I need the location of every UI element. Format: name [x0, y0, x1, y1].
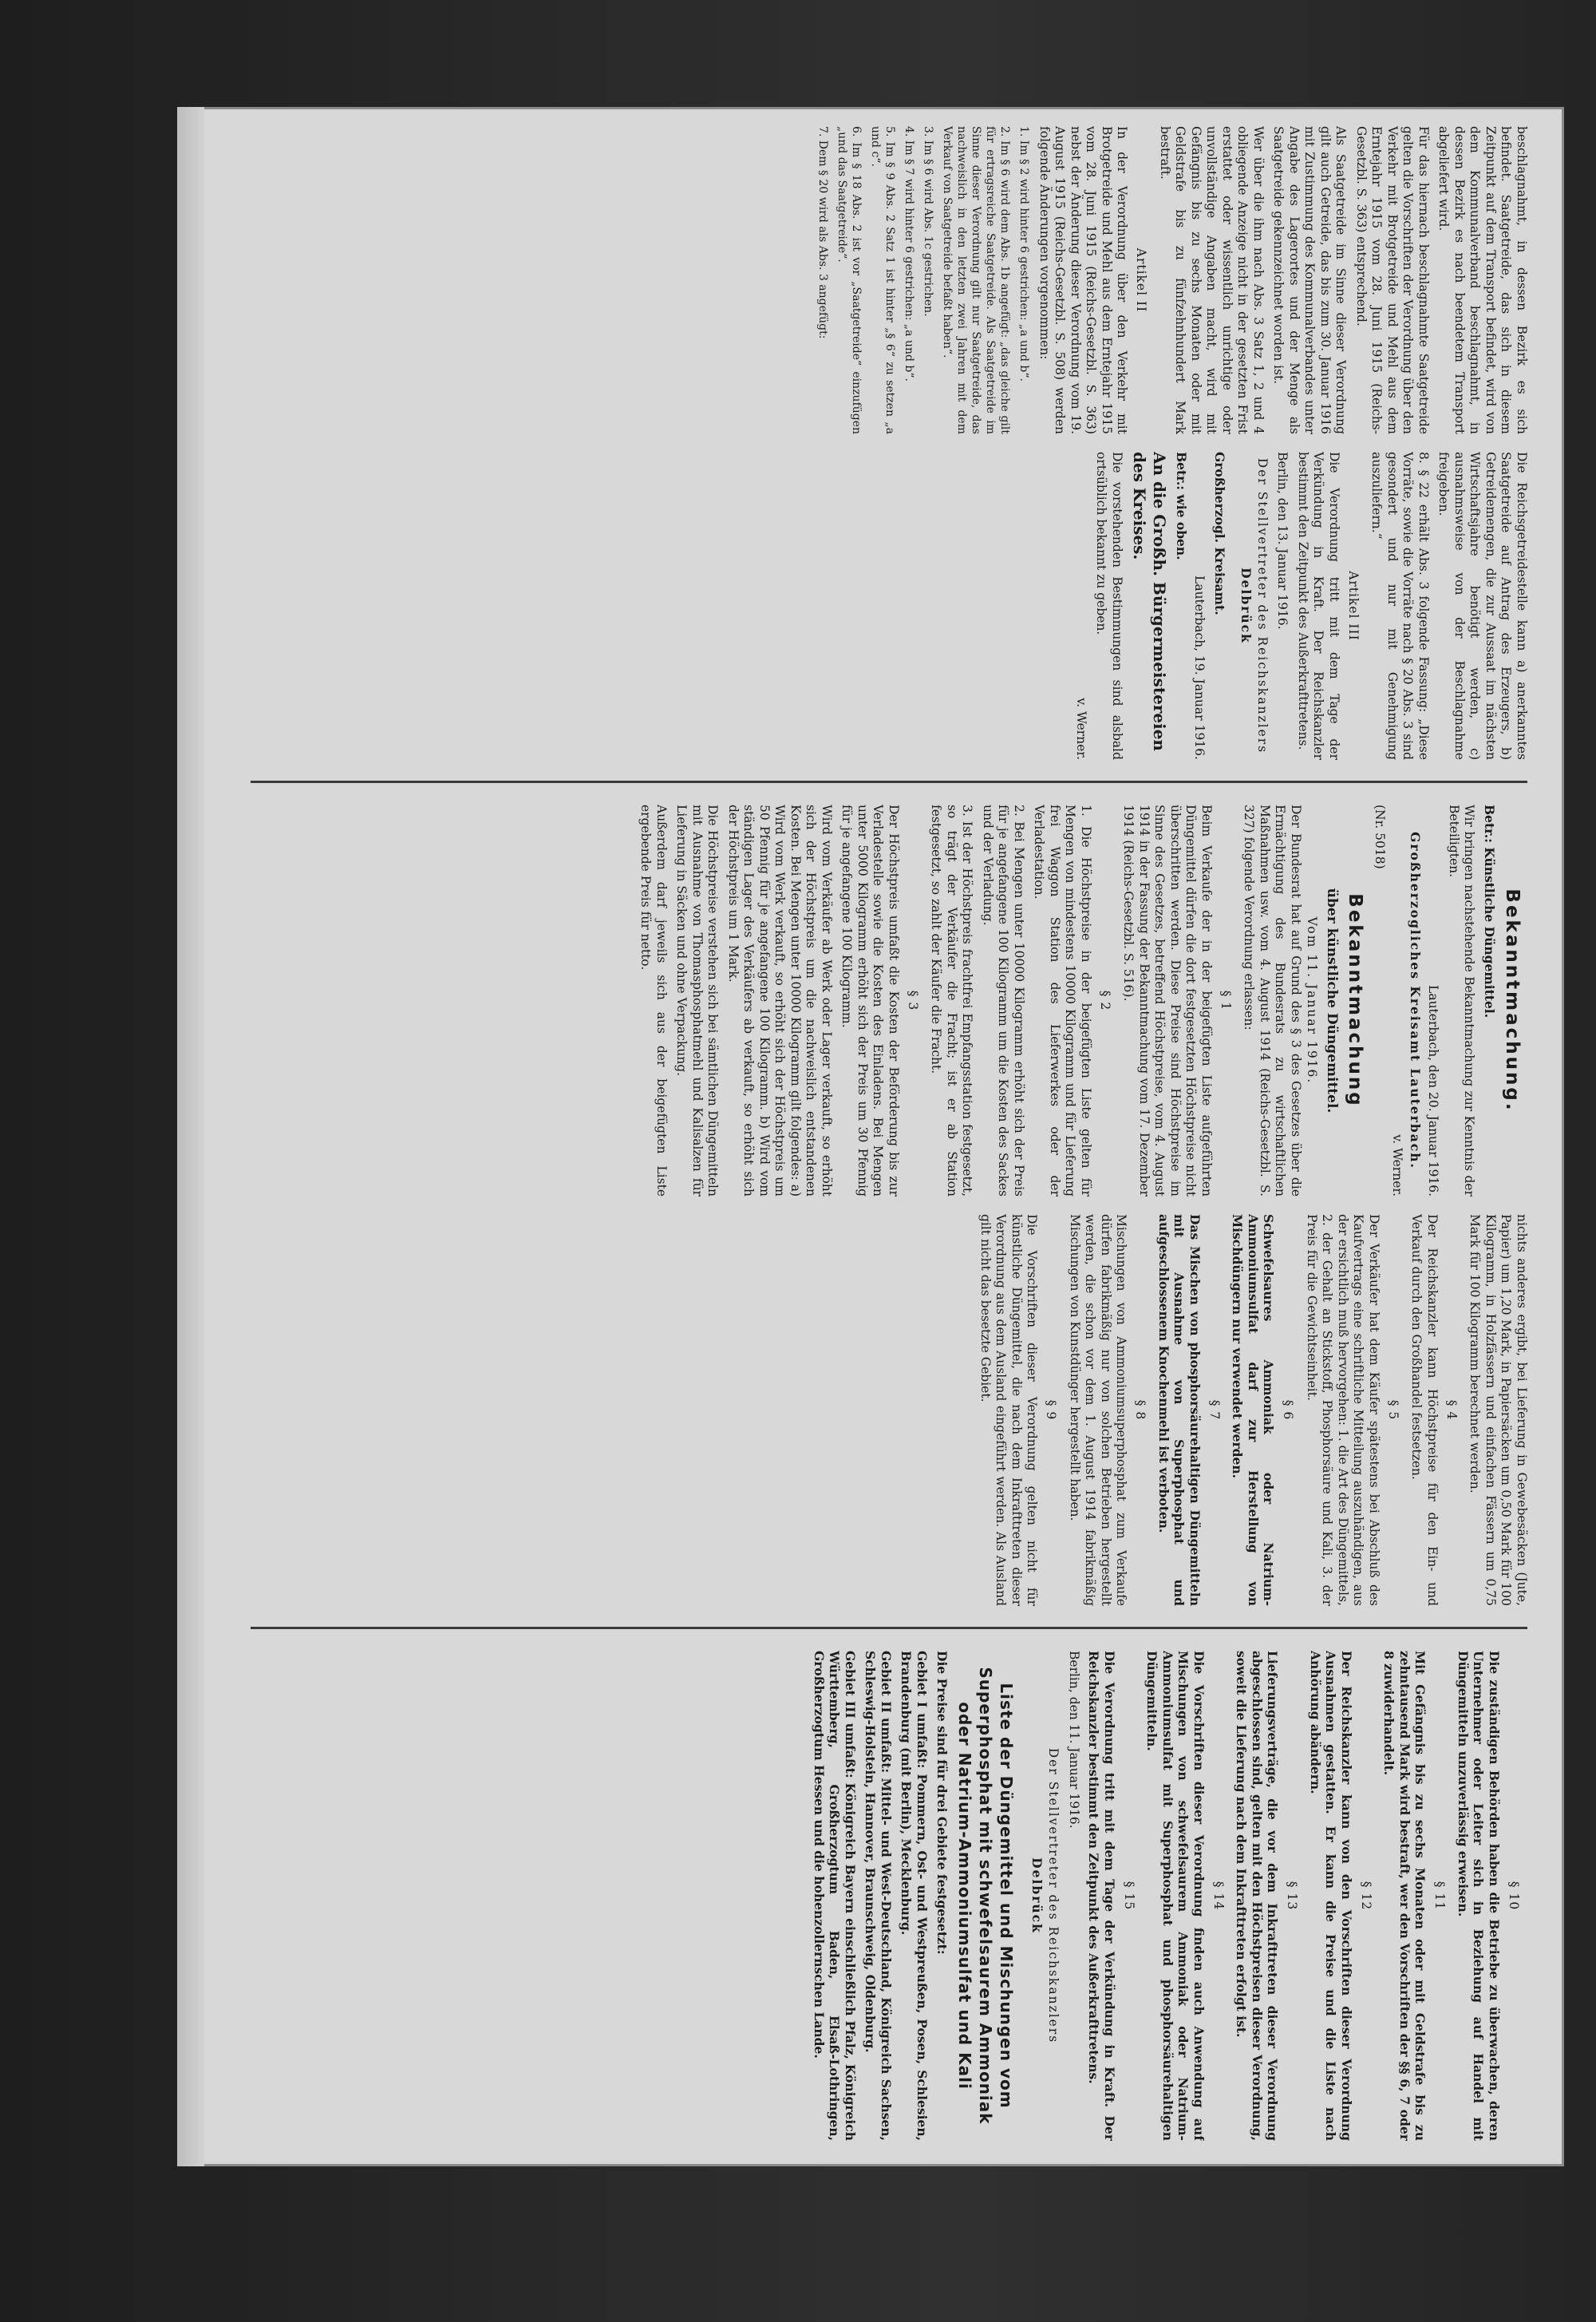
office-line: Großherzogl. Kreisamt.: [1212, 452, 1227, 615]
paragraph: nichts anderes ergibt, bei Lieferung in Gewebesäcken (Jute, Papier) um 1,20 Mark, in Papiersäcken um 0,50 Mark für 100 Kilogramm, in Holzfässern und einfachen Fässern um 0,75 Mark für 100 Kilogramm berechnet werden.: [1468, 1214, 1529, 1606]
section-heading: § 12: [1359, 1881, 1373, 1911]
list-item: 2. Im § 6 wird dem Abs. 1b angefügt: „das gleiche gilt für ertragsreiche Saatgetreide. Als Saatgetreide im Sinne dieser Verordnung gilt nur Saatgetreide, das nachweislich in den letzten zwei Jahren mit dem Verkauf von Saatgetreide befaßt haben“.: [941, 126, 1012, 434]
section-heading: § 4: [1444, 1399, 1459, 1421]
list-item: 4. Im § 7 wird hinter 6 gestrichen: „a und b“.: [903, 126, 916, 382]
signature: v. Werner.: [1390, 1134, 1405, 1197]
paragraph: Die Verordnung tritt mit dem Tage der Verkündung in Kraft. Der Reichskanzler bestimmt den Zeitpunkt des Außerkrafttretens.: [1086, 1651, 1117, 2141]
date-line: Berlin, den 11. Januar 1916.: [1067, 1651, 1081, 1829]
section-heading: § 6: [1281, 1399, 1296, 1421]
paragraph: Gebiet I umfaßt: Pommern, Ost- und Westpreußen, Posen, Schlesien, Brandenburg (mit Berlin), Mecklenburg.: [899, 1651, 930, 2141]
notice-title: Bekanntmachung.: [1502, 888, 1523, 1113]
page-binding-edge: [177, 107, 204, 2166]
paragraph: Der Reichskanzler kann von den Vorschriften dieser Verordnung Ausnahmen gestatten. Er kann die Preise und die Liste nach Anhörung abändern.: [1308, 1651, 1354, 2141]
paragraph: Wir bringen nachstehende Bekanntmachung zur Kenntnis der Beteiligten.: [1447, 805, 1477, 1197]
paragraph: Die vorstehenden Bestimmungen sind alsbald ortsüblich bekannt zu geben.: [1094, 452, 1124, 760]
paragraph: Für das hiernach beschlagnahmte Saatgetreide gelten die Vorschriften der Verordnung über den Verkehr mit Brotgetreide und Mehl aus dem Erntejahr 1915 vom 28. Juni 1915 (Reichs-Gesetzbl. S. 363) entsprechend.: [1354, 126, 1431, 434]
text-column: [236, 126, 1529, 434]
article-heading: Artikel II: [1134, 247, 1149, 313]
signature-title: Der Stellvertreter des Reichskanzlers: [1046, 1747, 1061, 2044]
signature: v. Werner.: [1074, 698, 1088, 760]
paragraph: Der Bundesrat hat auf Grund des § 3 des Gesetzes über die Ermächtigung des Bundesrats zu wirtschaftlichen Maßnahmen usw. vom 4. August 1914 (Reichs-Gesetzbl. S. 327) folgende Verordnung erlassen:: [1242, 805, 1303, 1197]
paragraph: Das Mischen von phosphorsäurehaltigen Düngemitteln mit Ausnahme von Superphosphat und aufgeschlossenem Knochenmehl ist verboten.: [1156, 1214, 1203, 1606]
paragraph: Der Verkäufer hat dem Käufer spätestens bei Abschluß des Kaufvertrags eine schriftliche Mitteilung auszuhändigen, aus der ersichtlich muß hervorgehen: 1. die Art des Düngemittels, 2. der Gehalt an Stickstoff, Phosphorsäure und Kali, 3. der Preis für die Gewichtseinheit.: [1305, 1214, 1381, 1606]
text-column: [236, 1214, 1529, 1606]
paragraph: beschlagnahmt, in dessen Bezirk es sich befindet. Saatgetreide, das sich in diesem Zeitpunkt auf dem Transport befindet, wird von dem Kommunalverband beschlagnahmt, in dessen Bezirk es nach beendetem Transport abgeliefert wird.: [1436, 126, 1529, 434]
paragraph: Lieferungsverträge, die vor dem Inkrafttreten dieser Verordnung abgeschlossen sind, gelten mit den Höchstpreisen dieser Verordnung, soweit die Lieferung nach dem Inkrafttreten erfolgt ist.: [1234, 1651, 1281, 2141]
paragraph: Mit Gefängnis bis zu sechs Monaten oder mit Geldstrafe bis zu zehntausend Mark wird bestraft, wer den Vorschriften der §§ 6, 7 oder 8 zuwiderhandelt.: [1381, 1651, 1428, 2141]
section-heading: § 7: [1207, 1399, 1222, 1421]
paragraph: Der Reichskanzler kann Höchstpreise für den Ein- und Verkauf durch den Großhandel festsetzen.: [1409, 1214, 1440, 1606]
date-line: Berlin, den 13. Januar 1916.: [1275, 452, 1290, 630]
paragraph: Die Reichsgetreidestelle kann a) anerkanntes Saatgetreide auf Antrag des Erzeugers, b) Getreidemengen, die zur Aussaat im nächsten Wirtschaftsjahre benötigt werden, c) ausnahmsweise von der Beschlagnahme freigeben.: [1436, 452, 1529, 760]
paragraph: Gebiet III umfaßt: Königreich Bayern einschließlich Pfalz, Königreich Württemberg, Großherzogtum Baden, Elsaß-Lothringen, Großherzogtum Hessen und die hohenzollernschen Lande.: [812, 1651, 858, 2141]
signature-title: Der Stellvertreter des Reichskanzlers: [1255, 457, 1270, 754]
section-heading: § 2: [1098, 990, 1112, 1011]
paragraph: 3. Ist der Höchstpreis frachtfrei Empfangsstation festgesetzt, so trägt der Verkäufer die Fracht; ist er ab Station festgesetzt, so zahlt der Käufer die Fracht.: [929, 805, 975, 1197]
paragraph: Die Vorschriften dieser Verordnung finden auch Anwendung auf Mischungen von schwefelsaurem Ammoniak oder Natrium-Ammoniumsulfat mit Superphosphat und phosphorsäurehaltigen Düngemitteln.: [1144, 1651, 1207, 2141]
ordinance-date: Vom 11. Januar 1916.: [1305, 916, 1319, 1085]
list-item: 5. Im § 9 Abs. 2 Satz 1 ist hinter „§ 6“ zu setzen „a und c“.: [869, 126, 897, 434]
panel-duengemittel: [228, 790, 1537, 1620]
paragraph: Der Höchstpreis umfaßt die Kosten der Beförderung bis zur Verladestelle sowie die Kosten des Einladens. Bei Mengen unter 5000 Kilogramm erhöht sich der Preis um 30 Pfennig für je angefangene 100 Kilogramm.: [839, 805, 901, 1197]
paragraph: 1. Die Höchstpreise in der beigefügten Liste gelten für Mengen von mindestens 10000 Kilogramm und für Lieferung frei Waggon Station des Lieferwerkes oder der Verladestation.: [1032, 805, 1093, 1197]
list-title: Liste der Düngemittel und Mischungen vom Superphosphat mit schwefelsaurem Ammoniak oder Natrium-Ammoniumsulfat und Kali: [955, 1667, 1017, 2125]
article-heading: Artikel III: [1346, 571, 1361, 641]
text-column: [236, 805, 1529, 1197]
panel-liste: [228, 1636, 1537, 2155]
panel-saatgetreide: [228, 112, 1537, 774]
list-item: 1. Im § 2 wird hinter 6 gestrichen: „a und b“.: [1017, 126, 1031, 382]
list-item: 7. Dem § 20 wird als Abs. 3 angefügt:: [816, 126, 830, 339]
paragraph: 8. § 22 erhält Abs. 3 folgende Fassung: „Diese Vorräte, sowie die Vorräte nach § 20 Abs. 3 sind gesondert und nur mit Genehmigung auszuliefern.“: [1369, 452, 1431, 760]
paragraph: In der Verordnung über den Verkehr mit Brotgetreide und Mehl aus dem Erntejahr 1915 vom 28. Juni 1915 (Reichs-Gesetzbl. S. 363) nebst der Änderung dieser Verordnung vom 19. August 1915 (Reichs-Gesetzbl. S. 508) werden folgende Änderungen vorgenommen:: [1037, 126, 1130, 434]
section-heading: § 15: [1122, 1881, 1136, 1911]
office-line: Großherzogliches Kreisamt Lauterbach.: [1408, 832, 1424, 1169]
paragraph: Außerdem darf jeweils sich aus der beigefügten Liste ergebende Preis für netto.: [638, 805, 669, 1197]
paragraph: Wird vom Verkäufer ab Werk oder Lager verkauft, so erhöht sich der Höchstpreis um die nachweislich entstandenen Kosten. Bei Mengen unter 10000 Kilogramm gilt folgendes: a) Wird vom Werk verkauft, so erhöht sich der Höchstpreis um 50 Pfennig für je angefangene 100 Kilogramm. b) Wird vom ständigen Lager des Verkäufers ab verkauft, so erhöht sich der Höchstpreis um 1 Mark.: [726, 805, 834, 1197]
list-item: 6. Im § 18 Abs. 2 ist vor „Saatgetreide“ einzufügen „und das Saatgetreide“.: [836, 126, 863, 434]
addressee: An die Großh. Bürgermeistereien des Kreises.: [1130, 452, 1169, 751]
place-date: Lauterbach, den 20. Januar 1916.: [1426, 985, 1441, 1197]
paragraph: Als Saatgetreide im Sinne dieser Verordnung gilt auch Getreide, das bis zum 30. Januar 1916 mit Zustimmung des Kommunalverbandes unter Angabe des Lagerortes und der Menge als Saatgetreide gekennzeichnet worden ist.: [1271, 126, 1349, 434]
paragraph: 2. Bei Mengen unter 10000 Kilogramm erhöht sich der Preis für je angefangene 100 Kilogramm um die Kosten des Sackes und der Verladung.: [981, 805, 1026, 1197]
paragraph: Mischungen von Ammoniumsuperphosphat zum Verkaufe dürfen fabrikmäßig nur von solchen Betrieben hergestellt werden, die schon vor dem 1. August 1914 fabrikmäßig Mischungen von Kunstdünger hergestellt haben.: [1068, 1214, 1129, 1606]
notice-number: (Nr. 5018): [1373, 805, 1388, 869]
section-heading: § 10: [1507, 1881, 1521, 1911]
ordinance-title: Bekanntmachung: [1345, 893, 1365, 1108]
column-divider: [251, 781, 1527, 783]
section-heading: § 5: [1386, 1399, 1400, 1421]
section-heading: § 8: [1133, 1399, 1148, 1421]
column-divider: [251, 1627, 1527, 1629]
paragraph: Gebiet II umfaßt: Mittel- und West-Deutschland, Königreich Sachsen, Schleswig-Holstein, Hannover, Braunschweig, Oldenburg.: [863, 1651, 894, 2141]
section-heading: § 11: [1432, 1881, 1448, 1911]
paragraph: Die Verordnung tritt mit dem Tage der Verkündung in Kraft. Der Reichskanzler bestimmt den Zeitpunkt des Außerkrafttretens.: [1296, 452, 1341, 760]
paragraph: Wer über die ihm nach Abs. 3 Satz 1, 2 und 4 obliegende Anzeige nicht in der gesetzten Frist erstattet oder wissentlich unrichtige oder unvollständige Angaben macht, wird mit Gefängnis bis zu sechs Monaten oder mit Geldstrafe bis zu fünfzehnhundert Mark bestraft.: [1158, 126, 1266, 434]
text-column: [807, 1651, 1530, 2141]
signature: Delbrück: [1029, 1857, 1045, 1934]
text-column: [236, 452, 1529, 760]
section-heading: § 3: [906, 990, 920, 1011]
signature: Delbrück: [1238, 568, 1254, 644]
paragraph: Beim Verkaufe der in der beigefügten Liste aufgeführten Düngemittel dürfen die dort festgesetzten Höchstpreise nicht überschritten werden. Diese Preise sind Höchstpreise im Sinne des Gesetzes, betreffend Höchstpreise, vom 4. August 1914 in der Fassung der Bekanntmachung vom 17. Dezember 1914 (Reichs-Gesetzbl. S. 516).: [1121, 805, 1214, 1197]
paragraph: Die Vorschriften dieser Verordnung gelten nicht für künstliche Düngemittel, die nach dem Inkrafttreten dieser Verordnung aus dem Ausland eingeführt werden. Als Ausland gilt nicht das besetzte Gebiet.: [978, 1214, 1040, 1606]
rotated-newspaper-sheet: [228, 112, 1537, 2155]
subject-line: Betr.: Künstliche Düngemittel.: [1482, 805, 1497, 1019]
place-date: Lauterbach, 19. Januar 1916.: [1192, 576, 1207, 760]
section-heading: § 1: [1219, 990, 1233, 1011]
paragraph: Die zuständigen Behörden haben die Betriebe zu überwachen, deren Unternehmer oder Leiter sich in Beziehung auf Handel mit Düngemitteln unzuverlässig erweisen.: [1456, 1651, 1502, 2141]
section-heading: § 13: [1285, 1881, 1300, 1911]
paragraph: Die Höchstpreise verstehen sich bei sämtlichen Düngemitteln mit Ausnahme von Thomasphosphatmehl und Kalisalzen für Lieferung in Säcken und ohne Verpackung.: [674, 805, 721, 1197]
paragraph: Schwefelsaures Ammoniak oder Natrium-Ammoniumsulfat darf zur Herstellung von Mischdüngern nur verwendet werden.: [1230, 1214, 1277, 1606]
paragraph: Die Preise sind für drei Gebiete festgesetzt:: [934, 1651, 950, 1955]
section-heading: § 9: [1044, 1399, 1059, 1421]
ordinance-subtitle: über künstliche Düngemittel.: [1324, 888, 1340, 1114]
subject-line: Betr.: wie oben.: [1174, 452, 1190, 560]
section-heading: § 14: [1211, 1881, 1226, 1911]
list-item: 3. Im § 6 wird Abs. 1c gestrichen.: [922, 126, 935, 317]
